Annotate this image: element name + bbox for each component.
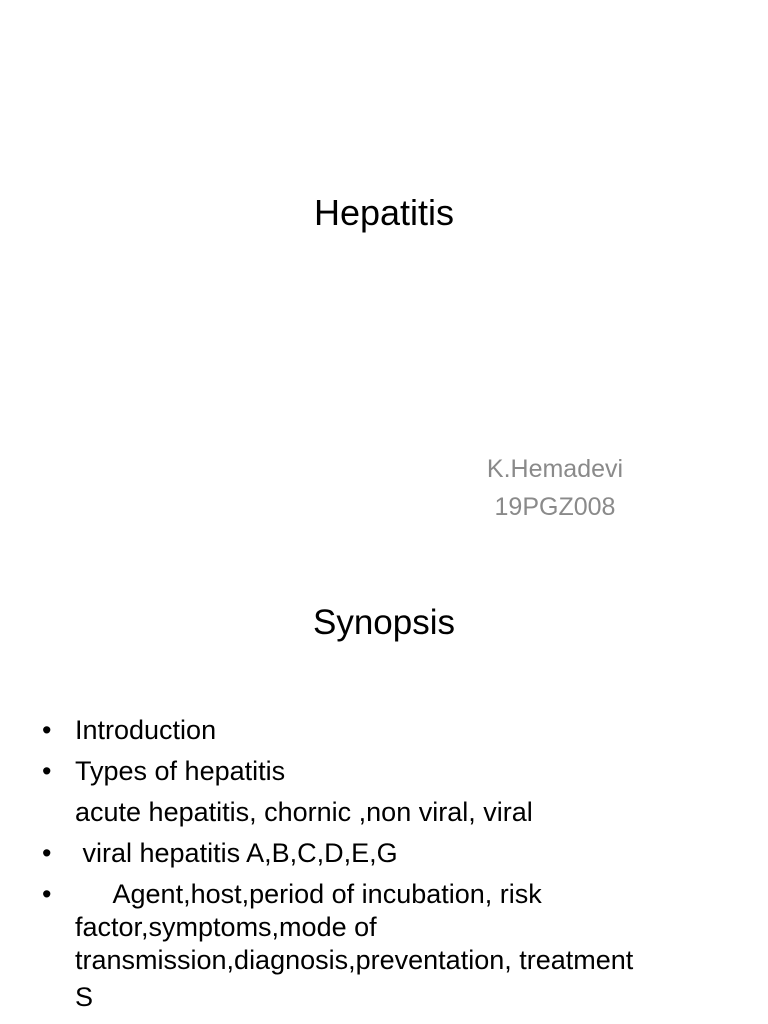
list-item-text: Introduction	[75, 715, 217, 745]
bullet-icon: •	[42, 838, 52, 868]
list-item	[40, 874, 740, 977]
bullet-icon: •	[42, 879, 52, 909]
author-subtitle	[420, 450, 690, 526]
bullet-icon: •	[42, 756, 52, 786]
bullet-icon: •	[42, 715, 52, 745]
list-item-text: viral hepatitis A,B,C,D,E,G	[75, 838, 398, 868]
synopsis-slide	[0, 576, 768, 1024]
author-id: 19PGZ008	[494, 493, 616, 521]
list-item-text: S	[75, 982, 94, 1012]
list-item	[40, 977, 740, 1018]
list-item	[40, 833, 740, 874]
list-item-text: Agent,host,period of incubation, risk factor,symptoms,mode of transmission,diagnosis,preventation, treatment	[75, 879, 634, 975]
list-item	[40, 710, 740, 751]
list-item-text: acute hepatitis, chornic ,non viral, viral	[75, 797, 533, 827]
slide-title: Hepatitis	[313, 192, 455, 233]
synopsis-list	[40, 710, 740, 1018]
synopsis-title: Synopsis	[312, 603, 456, 642]
list-item-text: Types of hepatitis	[75, 756, 286, 786]
list-item	[40, 792, 740, 833]
list-item	[40, 751, 740, 792]
author-name: K.Hemadevi	[486, 455, 624, 483]
